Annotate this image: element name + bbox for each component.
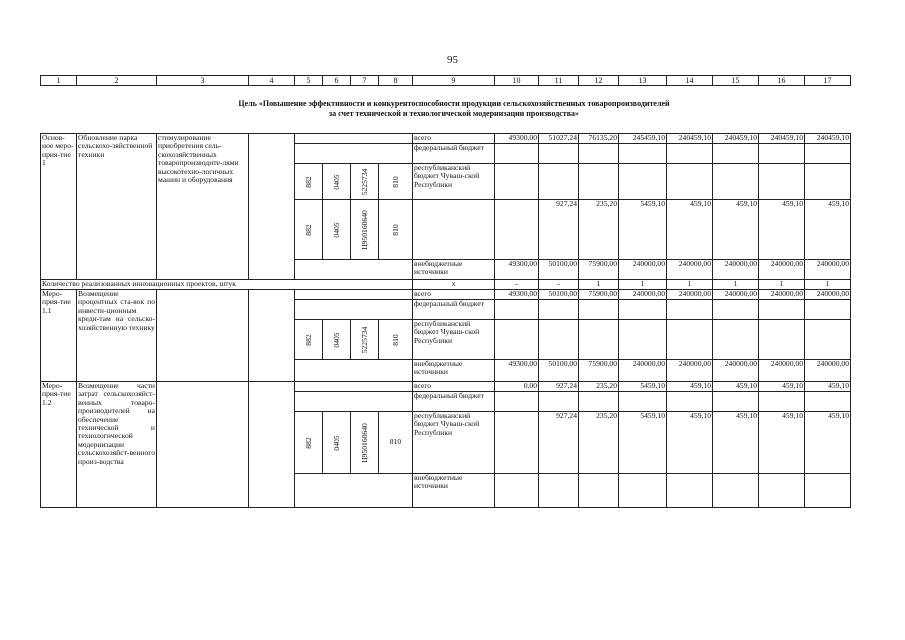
value-cell: 240000,00 — [667, 290, 713, 300]
code-text: 882 — [303, 223, 313, 236]
event-1-1-name: Возмещение процентных ста-вок по инвести-ционным креди-там на сельско-хозяйственную технику — [77, 290, 157, 382]
value-cell: 50100,00 — [539, 360, 579, 382]
value-cell: 5459,10 — [619, 412, 667, 474]
empty-cell — [539, 164, 579, 200]
empty-cell — [759, 144, 805, 164]
empty-cell — [805, 474, 851, 508]
value-cell: 240000,00 — [667, 360, 713, 382]
empty-cell — [579, 320, 619, 360]
code-cell — [379, 320, 413, 360]
code-cell — [295, 300, 413, 320]
empty-cell — [619, 320, 667, 360]
code-cell — [351, 164, 379, 200]
empty-cell — [713, 300, 759, 320]
code-cell — [295, 320, 323, 360]
empty-cell — [539, 474, 579, 508]
table-row — [41, 290, 851, 300]
value-cell: 459,10 — [759, 382, 805, 392]
column-number: 7 — [351, 76, 379, 86]
column-number: 6 — [323, 76, 351, 86]
value-cell: 459,10 — [759, 412, 805, 474]
code-text: 0405 — [331, 173, 341, 190]
value-cell: 5459,10 — [619, 382, 667, 392]
quantity-label: Количество реализованных инновационных проектов, штук — [41, 280, 413, 290]
col3-cell — [157, 290, 249, 382]
value-cell: 240000,00 — [619, 290, 667, 300]
value-cell: 1 — [805, 280, 851, 290]
empty-cell — [619, 164, 667, 200]
value-cell — [495, 200, 539, 260]
empty-cell — [667, 320, 713, 360]
empty-cell — [495, 474, 539, 508]
value-cell: 240000,00 — [713, 360, 759, 382]
value-cell: 235,20 — [579, 382, 619, 392]
value-cell: 240000,00 — [667, 260, 713, 280]
column-number: 3 — [157, 76, 249, 86]
empty-cell — [579, 164, 619, 200]
table-row — [41, 134, 851, 144]
event-1-2-label: Меро-прия-тие 1.2 — [41, 382, 77, 508]
value-cell: 459,10 — [805, 382, 851, 392]
code-text: 810 — [390, 223, 400, 236]
code-cell — [379, 200, 413, 260]
value-cell: 50100,00 — [539, 260, 579, 280]
code-text: Ц950160640 — [359, 422, 369, 463]
event-1-2-name: Возмещение части затрат сельскохозяйст-венных товаро-производителей на обеспечение технической и технологической модернизации сельскохозяйст-венного произ-водства — [77, 382, 157, 508]
value-cell: 459,10 — [667, 200, 713, 260]
empty-cell — [619, 392, 667, 412]
empty-cell — [667, 300, 713, 320]
value-cell: 927,24 — [539, 412, 579, 474]
value-cell: 1 — [619, 280, 667, 290]
value-cell: 1 — [713, 280, 759, 290]
value-cell: 459,10 — [667, 382, 713, 392]
code-cell — [295, 200, 323, 260]
value-cell: 240000,00 — [619, 360, 667, 382]
source-cell: республиканский бюджет Чуваш-ской Республики — [413, 412, 495, 474]
value-cell: 235,20 — [579, 412, 619, 474]
column-number: 1 — [41, 76, 77, 86]
code-cell — [295, 134, 413, 144]
value-cell: 927,24 — [539, 200, 579, 260]
table-row — [41, 280, 851, 290]
code-text: 882 — [303, 175, 313, 188]
value-cell: 459,10 — [713, 200, 759, 260]
source-cell: внебюджетные источники — [413, 360, 495, 382]
code-cell — [295, 360, 413, 382]
value-cell: 1 — [667, 280, 713, 290]
empty-cell — [579, 474, 619, 508]
empty-cell — [805, 320, 851, 360]
code-text: 810 — [390, 333, 400, 346]
source-cell: всего — [413, 290, 495, 300]
value-cell: 240000,00 — [759, 360, 805, 382]
value-cell: 75900,00 — [579, 260, 619, 280]
value-cell: 459,10 — [713, 412, 759, 474]
empty-cell — [539, 392, 579, 412]
value-cell: 240459,10 — [805, 134, 851, 144]
event-1-1-label: Меро-прия-тие 1.1 — [41, 290, 77, 382]
empty-cell — [667, 392, 713, 412]
code-cell — [295, 144, 413, 164]
empty-cell — [495, 320, 539, 360]
empty-cell — [539, 300, 579, 320]
value-cell: 5459,10 — [619, 200, 667, 260]
quantity-col9: x — [413, 280, 495, 290]
column-number-header — [40, 75, 851, 86]
code-cell — [323, 412, 351, 474]
value-cell: - — [495, 280, 539, 290]
code-cell: 810 — [379, 412, 413, 474]
empty-cell — [579, 392, 619, 412]
empty-cell — [495, 144, 539, 164]
empty-cell — [759, 474, 805, 508]
column-number: 16 — [759, 76, 805, 86]
goal-line-1: Цель «Повышение эффективности и конкурентоспособности продукции сельскохозяйственных товаропроизводителей — [238, 99, 670, 108]
column-number: 5 — [295, 76, 323, 86]
value-cell: 0,00 — [495, 382, 539, 392]
value-cell: 240459,10 — [713, 134, 759, 144]
main-event-name: Обновление парка сельскохо-зяйственной техники — [77, 134, 157, 280]
value-cell: 1 — [759, 280, 805, 290]
empty-cell — [713, 392, 759, 412]
value-cell: 49300,00 — [495, 134, 539, 144]
empty-cell — [619, 474, 667, 508]
column-number: 12 — [579, 76, 619, 86]
empty-cell — [713, 164, 759, 200]
value-cell: 245459,10 — [619, 134, 667, 144]
empty-cell — [667, 474, 713, 508]
empty-cell — [759, 320, 805, 360]
empty-cell — [667, 144, 713, 164]
code-cell — [295, 474, 413, 508]
value-cell: 240000,00 — [713, 260, 759, 280]
column-number: 15 — [713, 76, 759, 86]
code-cell — [351, 320, 379, 360]
value-cell: 240459,10 — [667, 134, 713, 144]
code-cell — [295, 382, 413, 392]
goal-line-2: за счет технической и технологической модернизации производства» — [328, 109, 580, 118]
value-cell: 240459,10 — [759, 134, 805, 144]
code-cell — [351, 200, 379, 260]
empty-cell — [539, 320, 579, 360]
column-number: 13 — [619, 76, 667, 86]
col4-cell — [249, 290, 295, 382]
code-cell — [295, 260, 413, 280]
code-text: 882 — [303, 333, 313, 346]
source-cell: внебюджетные источники — [413, 474, 495, 508]
value-cell: 1 — [579, 280, 619, 290]
code-text: 0405 — [331, 331, 341, 348]
code-cell — [323, 320, 351, 360]
empty-cell — [713, 320, 759, 360]
value-cell: 235,20 — [579, 200, 619, 260]
column-number: 9 — [413, 76, 495, 86]
code-text: 5225734 — [359, 326, 369, 353]
code-cell — [351, 412, 379, 474]
value-cell: 240000,00 — [805, 290, 851, 300]
value-cell: 240000,00 — [759, 260, 805, 280]
column-number: 4 — [249, 76, 295, 86]
column-number: 2 — [77, 76, 157, 86]
page-number: 95 — [447, 54, 458, 66]
empty-cell — [579, 300, 619, 320]
col4-cell — [249, 134, 295, 280]
column-number: 10 — [495, 76, 539, 86]
source-cell: всего — [413, 382, 495, 392]
code-text: 0405 — [331, 434, 341, 451]
empty-cell — [619, 300, 667, 320]
source-cell — [413, 200, 495, 260]
empty-cell — [759, 392, 805, 412]
column-number: 8 — [379, 76, 413, 86]
source-cell: всего — [413, 134, 495, 144]
value-cell: 75900,00 — [579, 360, 619, 382]
value-cell: 459,10 — [805, 200, 851, 260]
goal-title — [40, 99, 868, 119]
code-cell — [323, 200, 351, 260]
code-cell — [295, 392, 413, 412]
funding-table — [40, 133, 851, 508]
code-cell — [295, 164, 323, 200]
empty-cell — [713, 144, 759, 164]
value-cell: 240000,00 — [619, 260, 667, 280]
value-cell: 240000,00 — [805, 260, 851, 280]
value-cell: - — [539, 280, 579, 290]
value-cell: 76135,20 — [579, 134, 619, 144]
value-cell: 240000,00 — [805, 360, 851, 382]
source-cell: республиканский бюджет Чуваш-ской Республики — [413, 320, 495, 360]
code-cell — [323, 164, 351, 200]
empty-cell — [667, 164, 713, 200]
code-text: 0405 — [331, 221, 341, 238]
column-number: 14 — [667, 76, 713, 86]
value-cell: 240000,00 — [759, 290, 805, 300]
source-cell: республиканский бюджет Чуваш-ской Республики — [413, 164, 495, 200]
empty-cell — [495, 300, 539, 320]
value-cell: 459,10 — [667, 412, 713, 474]
empty-cell — [619, 144, 667, 164]
col3-cell — [157, 382, 249, 508]
empty-cell — [539, 144, 579, 164]
value-cell: 240000,00 — [713, 290, 759, 300]
value-cell: 927,24 — [539, 382, 579, 392]
empty-cell — [805, 164, 851, 200]
value-cell: 459,10 — [805, 412, 851, 474]
main-event-description: стимулирование приобретения сель-скохозяйственных товаропроизводите-лями высокотехно-логичных машин и оборудования — [157, 134, 249, 280]
empty-cell — [805, 300, 851, 320]
value-cell: 49300,00 — [495, 260, 539, 280]
code-text: 882 — [303, 436, 313, 449]
value-cell — [495, 412, 539, 474]
source-cell: федеральный бюджет — [413, 392, 495, 412]
main-event-label: Основ-ное меро-прия-тие 1 — [41, 134, 77, 280]
code-cell — [295, 290, 413, 300]
source-cell: федеральный бюджет — [413, 144, 495, 164]
code-text: Ц950160640 — [359, 209, 369, 250]
column-number: 11 — [539, 76, 579, 86]
empty-cell — [495, 392, 539, 412]
value-cell: 51027,24 — [539, 134, 579, 144]
value-cell: 49300,00 — [495, 290, 539, 300]
empty-cell — [713, 474, 759, 508]
value-cell: 459,10 — [713, 382, 759, 392]
value-cell: 459,10 — [759, 200, 805, 260]
empty-cell — [805, 144, 851, 164]
empty-cell — [579, 144, 619, 164]
code-text: 810 — [390, 175, 400, 188]
empty-cell — [759, 164, 805, 200]
code-cell — [379, 164, 413, 200]
table-row — [41, 382, 851, 392]
col4-cell — [249, 382, 295, 508]
code-text: 5225734 — [359, 168, 369, 195]
empty-cell — [495, 164, 539, 200]
code-cell — [295, 412, 323, 474]
column-number: 17 — [805, 76, 851, 86]
source-cell: федеральный бюджет — [413, 300, 495, 320]
empty-cell — [759, 300, 805, 320]
empty-cell — [805, 392, 851, 412]
value-cell: 50100,00 — [539, 290, 579, 300]
value-cell: 49300,00 — [495, 360, 539, 382]
value-cell: 75900,00 — [579, 290, 619, 300]
source-cell: внебюджетные источники — [413, 260, 495, 280]
